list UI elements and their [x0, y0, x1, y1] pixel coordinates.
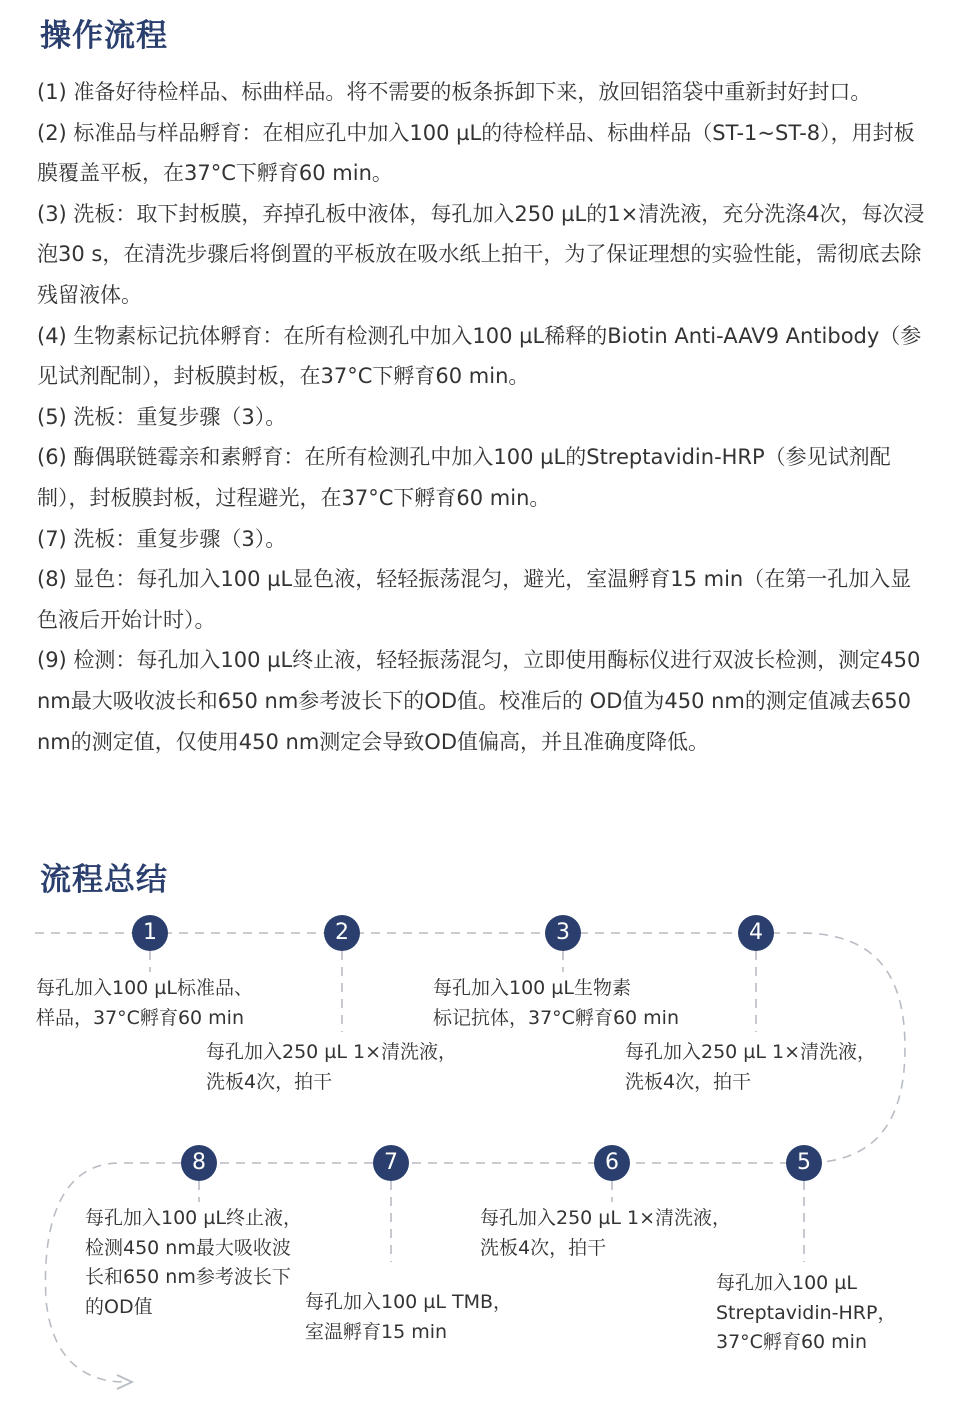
- flow-caption-1: 每孔加入100 µL标准品、 样品，37°C孵育60 min: [36, 977, 253, 1029]
- flow-node-8: 8: [181, 1145, 217, 1181]
- flow-node-5: 5: [786, 1145, 822, 1181]
- flow-caption-7: 每孔加入100 µL TMB， 室温孵育15 min: [305, 1291, 513, 1343]
- flow-node-7: 7: [373, 1145, 409, 1181]
- step-paragraph-8: (8) 显色：每孔加入100 µL显色液，轻轻振荡混匀，避光，室温孵育15 min（在第一孔加入显色液后开始计时）。: [37, 567, 912, 632]
- step-paragraph-4: (4) 生物素标记抗体孵育：在所有检测孔中加入100 µL稀释的Biotin Anti-AAV9 Antibody（参见试剂配制），封板膜封板，在37°C下孵育60 min。: [37, 323, 922, 389]
- flow-caption-2: 每孔加入250 µL 1×清洗液， 洗板4次，拍干: [206, 1041, 458, 1093]
- step-paragraph-2: (2) 标准品与样品孵育：在相应孔中加入100 µL的待检样品、标曲样品（ST-1~ST-8），用封板膜覆盖平板，在37°C下孵育60 min。: [37, 120, 915, 186]
- flow-caption-6: 每孔加入250 µL 1×清洗液， 洗板4次，拍干: [480, 1207, 732, 1259]
- flow-caption-5: 每孔加入100 µL Streptavidin-HRP， 37°C孵育60 min: [716, 1272, 897, 1353]
- step-paragraph-5: (5) 洗板：重复步骤（3）。: [37, 404, 287, 429]
- flow-node-3: 3: [545, 915, 581, 951]
- step-paragraph-6: (6) 酶偶联链霉亲和素孵育：在所有检测孔中加入100 µL的Streptavidin-HRP（参见试剂配制），封板膜封板，过程避光，在37°C下孵育60 min。: [37, 445, 891, 510]
- step-paragraph-1: (1) 准备好待检样品、标曲样品。将不需要的板条拆卸下来，放回铝箔袋中重新封好封口。: [37, 80, 872, 104]
- flow-node-4: 4: [738, 915, 774, 951]
- flow-node-6: 6: [594, 1145, 630, 1181]
- operation-section-title: 操作流程: [40, 18, 168, 54]
- flow-node-2: 2: [324, 915, 360, 951]
- flow-node-1: 1: [132, 915, 168, 951]
- flow-caption-8: 每孔加入100 µL终止液， 检测450 nm最大吸收波 长和650 nm参考波长下 的OD值: [85, 1207, 302, 1318]
- flow-caption-3: 每孔加入100 µL生物素 标记抗体，37°C孵育60 min: [433, 977, 679, 1029]
- summary-section-title: 流程总结: [40, 862, 168, 898]
- step-paragraph-9: (9) 检测：每孔加入100 µL终止液，轻轻振荡混匀，立即使用酶标仪进行双波长检测，测定450 nm最大吸收波长和650 nm参考波长下的OD值。校准后的 OD值为450 nm的测定值减去650 nm的测定值，仅使用450 nm测定会导致OD值偏高，并且准确度降低。: [37, 648, 921, 754]
- step-paragraph-3: (3) 洗板：取下封板膜，弃掉孔板中液体，每孔加入250 µL的1×清洗液，充分洗涤4次，每次浸泡30 s，在清洗步骤后将倒置的平板放在吸水纸上拍干，为了保证理想的实验性能，需彻底去除残留液体。: [37, 201, 925, 307]
- flow-caption-4: 每孔加入250 µL 1×清洗液， 洗板4次，拍干: [625, 1041, 877, 1093]
- step-paragraph-7: (7) 洗板：重复步骤（3）。: [37, 526, 287, 551]
